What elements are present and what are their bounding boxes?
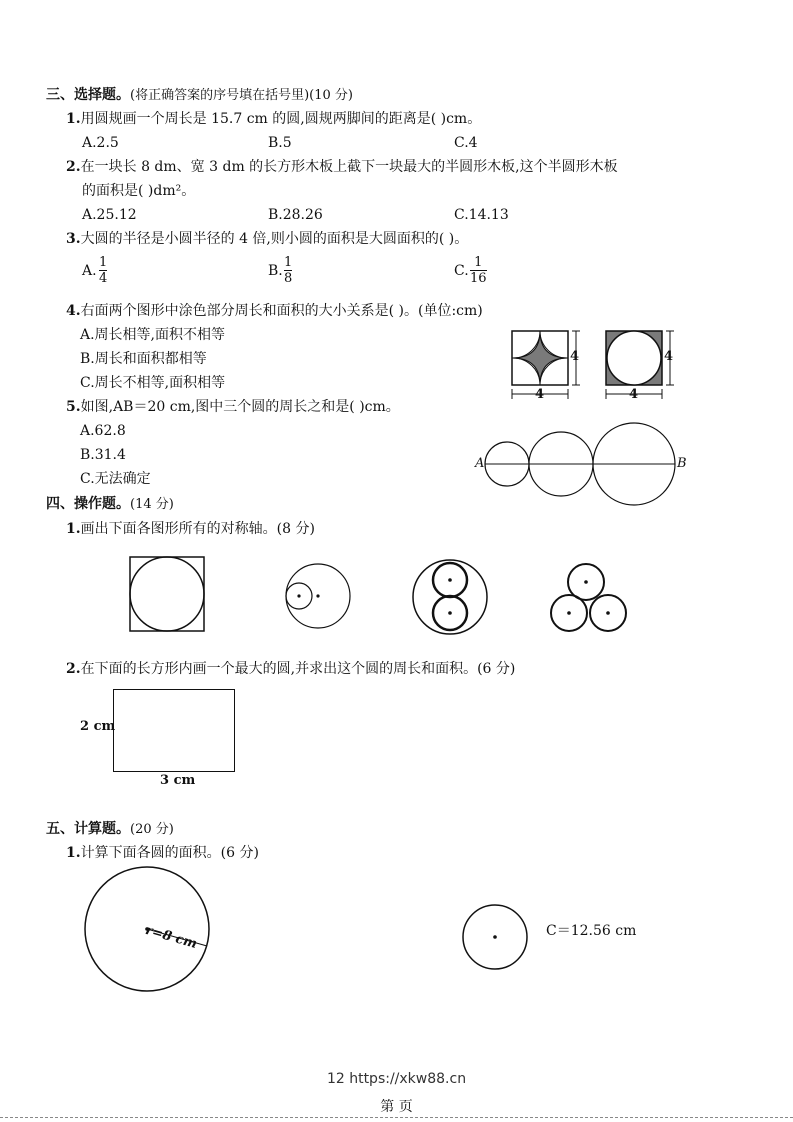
rectangle-width-label: 3 cm [160, 773, 196, 788]
q4-option-c: C.周长不相等,面积相等 [80, 375, 226, 391]
symmetry-figure-tangent-circles [284, 560, 354, 636]
section4-question-1: 1.画出下面各图形所有的对称轴。(8 分) [66, 521, 315, 537]
q3-option-a-fraction: 1 4 [99, 255, 108, 286]
q4-option-a: A.周长相等,面积不相等 [80, 327, 226, 343]
q2-option-c: C.14.13 [454, 207, 509, 223]
question-2: 2.在一块长 8 dm、宽 3 dm 的长方形木板上截下一块最大的半圆形木板,这个半圆形木板 [66, 159, 618, 175]
q4-figure-star [508, 328, 598, 408]
question-1: 1.用圆规画一个周长是 15.7 cm 的圆,圆规两脚间的距离是( )cm。 [66, 111, 482, 127]
section5-title: 五、计算题。(20 分) [46, 821, 174, 837]
q5-label-b: B [677, 456, 687, 471]
question-2-line2: 的面积是( )dm²。 [82, 183, 196, 199]
section3-note: (将正确答案的序号填在括号里)(10 分) [130, 88, 353, 103]
q3-option-b-fraction: 1 8 [284, 255, 293, 286]
rectangle-height-label: 2 cm [80, 719, 116, 734]
q5-option-a: A.62.8 [80, 423, 126, 439]
q1-option-a: A.2.5 [82, 135, 119, 151]
section5-question-1: 1.计算下面各圆的面积。(6 分) [66, 845, 259, 861]
q4-figure-star-height: 4 [570, 349, 580, 364]
section4-title: 四、操作题。(14 分) [46, 496, 174, 512]
circumference-label: C＝12.56 cm [546, 923, 637, 939]
rectangle-drawing-area[interactable] [113, 689, 235, 772]
section4-question-2: 2.在下面的长方形内画一个最大的圆,并求出这个圆的周长和面积。(6 分) [66, 661, 516, 677]
symmetry-figure-three-circles [546, 562, 636, 642]
section3-title: 三、选择题。(将正确答案的序号填在括号里)(10 分) [46, 87, 353, 103]
radius-label: r=8 cm [143, 922, 199, 952]
question-4: 4.右面两个图形中涂色部分周长和面积的大小关系是( )。(单位:cm) [66, 303, 483, 319]
footer-site: 12 https://xkw88.cn [326, 1071, 467, 1087]
q4-figure-circle-width: 4 [629, 387, 639, 402]
q4-option-b: B.周长和面积都相等 [80, 351, 207, 367]
q2-option-b: B.28.26 [268, 207, 323, 223]
q5-label-a: A [475, 456, 485, 471]
q4-figure-circle [602, 328, 692, 408]
q3-option-c-fraction: 1 16 [470, 255, 487, 286]
circle-with-circumference [461, 904, 531, 974]
q4-figure-circle-height: 4 [664, 349, 674, 364]
q2-option-a: A.25.12 [82, 207, 137, 223]
symmetry-figure-double-circle [412, 558, 492, 638]
q3-option-b-prefix: B. [268, 263, 283, 279]
q1-option-b: B.5 [268, 135, 292, 151]
q4-figure-star-width: 4 [535, 387, 545, 402]
footer-page: 第 页 [380, 1099, 413, 1115]
bottom-divider [0, 1117, 793, 1118]
question-3: 3.大圆的半径是小圆半径的 4 倍,则小圆的面积是大圆面积的( )。 [66, 231, 469, 247]
q3-option-c-prefix: C. [454, 263, 469, 279]
section4-note: (14 分) [130, 497, 174, 512]
q5-figure-three-circles [485, 422, 685, 502]
q5-option-c: C.无法确定 [80, 471, 151, 487]
question-5: 5.如图,AB＝20 cm,图中三个圆的周长之和是( )cm。 [66, 399, 400, 415]
section5-note: (20 分) [130, 822, 174, 837]
symmetry-figure-square-circle [128, 555, 208, 635]
q1-option-c: C.4 [454, 135, 478, 151]
q3-option-a-prefix: A. [82, 263, 97, 279]
q5-option-b: B.31.4 [80, 447, 126, 463]
